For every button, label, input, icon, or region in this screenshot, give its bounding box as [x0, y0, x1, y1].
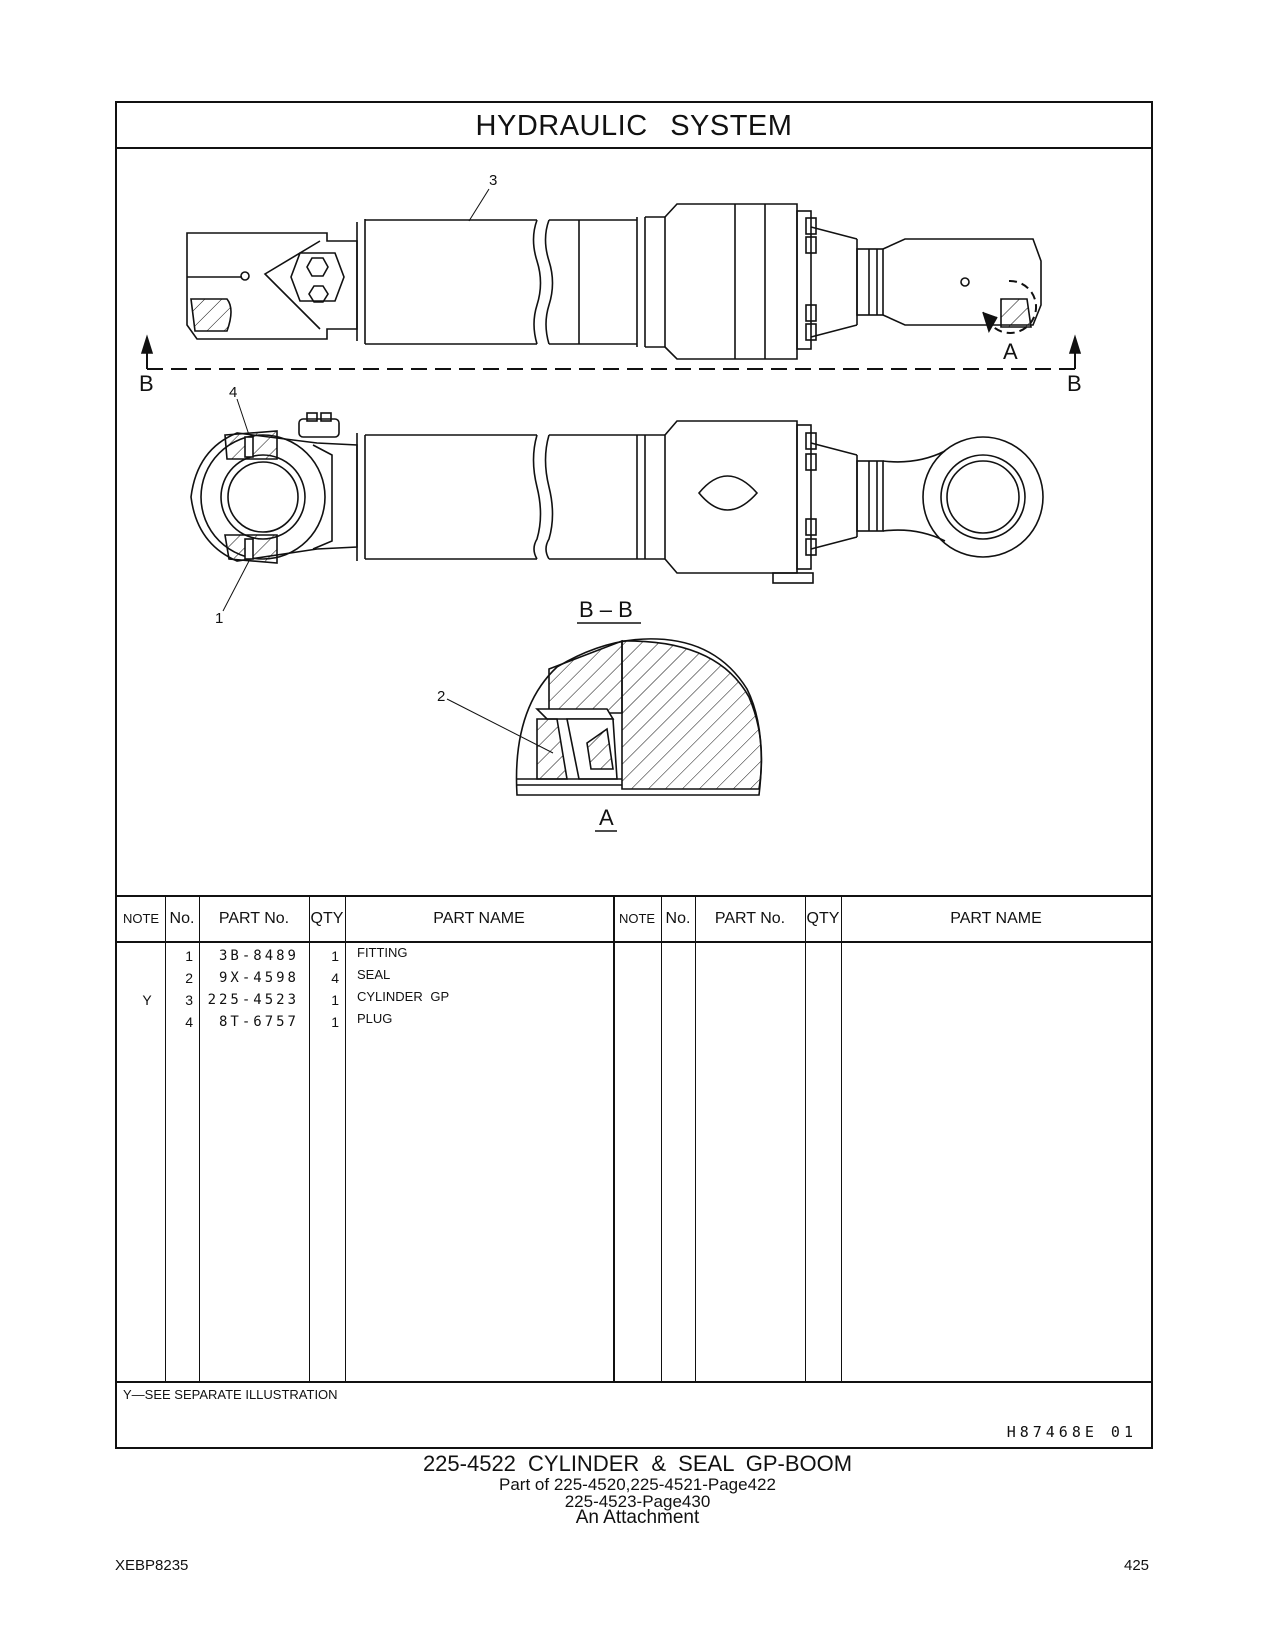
header-note: NOTE [122, 911, 160, 926]
row-part-name: SEAL [357, 967, 391, 982]
row-part-no: 8T-6757 [218, 1014, 299, 1030]
callout-1: 1 [215, 610, 224, 627]
header-part-no: PART No. [218, 910, 290, 927]
row-qty: 1 [331, 992, 339, 1008]
section-marker-right: B [1067, 371, 1082, 396]
row-qty: 4 [331, 970, 339, 986]
row-part-name: CYLINDER GP [357, 989, 450, 1004]
page-number: 425 [1124, 1557, 1150, 1574]
detail-label-a: A [599, 805, 614, 830]
caption-attachment: An Attachment [575, 1507, 700, 1528]
caption-title: 225-4522 CYLINDER & SEAL GP-BOOM [422, 1451, 853, 1476]
callout-4: 4 [229, 384, 238, 401]
row-qty: 1 [331, 948, 339, 964]
cylinder-section-view [191, 413, 1043, 583]
row-no: 3 [185, 992, 193, 1008]
section-label-bb: B – B [579, 597, 633, 622]
header-qty-right: QTY [806, 910, 840, 927]
detail-marker-a: A [1003, 339, 1018, 364]
header-part-name-right: PART NAME [950, 910, 1042, 927]
row-part-no: 3B-8489 [218, 948, 299, 964]
row-part-no: 9X-4598 [218, 970, 299, 986]
callout-3: 3 [489, 172, 498, 189]
parts-illustration [117, 149, 1151, 895]
row-note [117, 1011, 165, 1033]
document-id: XEBP8235 [115, 1557, 189, 1574]
cylinder-top-view [187, 204, 1041, 359]
row-no: 4 [185, 1014, 193, 1030]
row-no: 1 [185, 948, 193, 964]
row-part-no: 225-4523 [207, 992, 299, 1008]
illustration-code: H87468E 01 [1006, 1423, 1137, 1441]
section-marker-left: B [139, 371, 154, 396]
parts-page-frame [115, 101, 1153, 1449]
header-qty: QTY [310, 910, 344, 927]
row-note [117, 967, 165, 989]
row-qty: 1 [331, 1014, 339, 1030]
header-no-right: No. [665, 910, 691, 927]
hatched-port-right [1001, 299, 1031, 327]
header-part-no-right: PART No. [714, 910, 786, 927]
row-no: 2 [185, 970, 193, 986]
row-part-name: PLUG [357, 1011, 393, 1026]
row-note [117, 945, 165, 967]
page-title: HYDRAULIC SYSTEM [117, 103, 1151, 149]
header-note-right: NOTE [618, 911, 656, 926]
hatched-housing [622, 641, 761, 789]
hatched-port-left [191, 299, 231, 331]
caption-part-of: Part of 225-4520,225-4521-Page422 [499, 1475, 776, 1494]
footnote-area [117, 1381, 1151, 1447]
row-part-name: FITTING [357, 945, 408, 960]
footnote-text: Y—SEE SEPARATE ILLUSTRATION [123, 1387, 338, 1402]
caption-page-ref: 225-4523-Page430 [564, 1492, 711, 1511]
callout-2: 2 [437, 688, 446, 705]
header-no: No. [169, 910, 195, 927]
header-part-name: PART NAME [433, 910, 525, 927]
parts-table [117, 895, 1151, 1381]
detail-a-view [517, 639, 762, 795]
row-note: Y [142, 992, 152, 1008]
cylinder-drawing [117, 149, 1151, 895]
seal-profile [537, 709, 613, 719]
